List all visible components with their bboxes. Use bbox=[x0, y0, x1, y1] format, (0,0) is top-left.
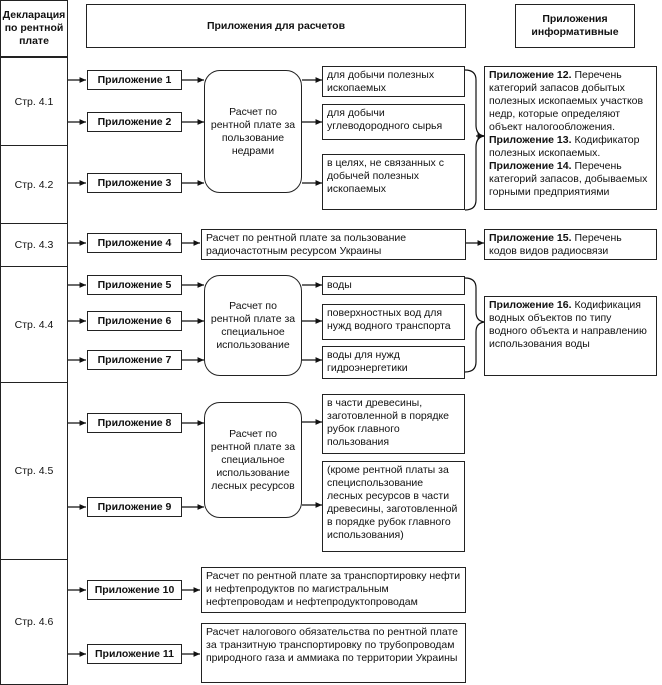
appendix-11 bbox=[87, 644, 182, 664]
info-appendix-12-text: Перечень категорий запасов добытых полезных ископаемых участков недр, которые определяют объект налогообложения. bbox=[489, 69, 644, 133]
info-appendix-16-title: Приложение 16. bbox=[489, 299, 572, 311]
info-appendix-14-text: Перечень категорий запасов, добываемых горными предприятиями bbox=[489, 160, 648, 198]
row-label-text: Стр. 4.5 bbox=[14, 465, 54, 477]
purpose-text: воды bbox=[327, 279, 352, 291]
info-appendix-13-title: Приложение 13. bbox=[489, 134, 572, 146]
row-label-text: Стр. 4.6 bbox=[14, 616, 54, 628]
calc-radio-text: Расчет по рентной плате за пользование радиочастотным ресурсом Украины bbox=[206, 232, 407, 257]
calc-gas-text: Расчет налогового обязательства по рентной плате за транзитную транспортировку по трубопроводам природного газа и аммиака по территории Украины bbox=[206, 626, 459, 664]
info-appendix-13 bbox=[489, 134, 652, 160]
info-appendix-14 bbox=[489, 160, 652, 199]
info-appendix-15-title: Приложение 15. bbox=[489, 232, 572, 244]
calc-forest-text: Расчет по рентной плате за специальное использование лесных ресурсов bbox=[210, 427, 296, 492]
calc-subsoil bbox=[204, 70, 302, 193]
header-declaration bbox=[0, 0, 68, 57]
purpose-hydro bbox=[322, 346, 465, 379]
header-info-text: Приложения информативные bbox=[531, 13, 619, 38]
appendix-3 bbox=[87, 173, 182, 193]
appendix-10 bbox=[87, 580, 182, 600]
header-calc-appendices bbox=[86, 4, 466, 48]
appendix-2 bbox=[87, 112, 182, 132]
header-declaration-text: Декларация по рентной плате bbox=[2, 9, 66, 47]
purpose-except bbox=[322, 461, 465, 552]
brace-group1 bbox=[465, 70, 486, 210]
brace-group3 bbox=[465, 278, 486, 372]
appendix-4 bbox=[87, 233, 182, 253]
row-label-4-4 bbox=[0, 266, 68, 383]
purpose-surface-water bbox=[322, 304, 465, 340]
appendix-label: Приложение 6 bbox=[97, 315, 172, 327]
row-label-4-1 bbox=[0, 57, 68, 146]
row-label-4-3 bbox=[0, 223, 68, 267]
purpose-minerals bbox=[322, 66, 465, 97]
info-appendix-14-title: Приложение 14. bbox=[489, 160, 572, 172]
info-appendix-16 bbox=[484, 296, 657, 376]
info-appendix-12-title: Приложение 12. bbox=[489, 69, 572, 81]
appendix-label: Приложение 10 bbox=[94, 584, 175, 596]
info-appendix-16-text: Кодификация водных объектов по типу водного объекта и направлению использования воды bbox=[489, 299, 647, 350]
purpose-non-mining bbox=[322, 154, 465, 210]
appendix-label: Приложение 7 bbox=[97, 354, 172, 366]
calc-pipeline bbox=[201, 567, 466, 613]
header-calc-text: Приложения для расчетов bbox=[206, 19, 346, 32]
row-label-4-2 bbox=[0, 145, 68, 224]
purpose-water bbox=[322, 276, 465, 295]
row-label-4-5 bbox=[0, 382, 68, 560]
appendix-label: Приложение 9 bbox=[97, 501, 172, 513]
appendix-label: Приложение 11 bbox=[94, 648, 175, 660]
appendix-label: Приложение 2 bbox=[97, 116, 172, 128]
calc-gas bbox=[201, 623, 466, 683]
appendix-5 bbox=[87, 275, 182, 295]
info-group-subsoil bbox=[484, 66, 657, 210]
appendix-1 bbox=[87, 70, 182, 90]
row-label-text: Стр. 4.4 bbox=[14, 318, 54, 331]
calc-forest bbox=[204, 402, 302, 518]
appendix-9 bbox=[87, 497, 182, 517]
purpose-text: в части древесины, заготовленной в порядке рубок главного пользования bbox=[327, 397, 450, 448]
appendix-label: Приложение 5 bbox=[97, 279, 172, 291]
calc-water bbox=[204, 275, 302, 376]
appendix-7 bbox=[87, 350, 182, 370]
appendix-label: Приложение 3 bbox=[97, 177, 172, 189]
info-appendix-12 bbox=[489, 69, 652, 134]
purpose-text: для добычи полезных ископаемых bbox=[327, 69, 435, 94]
purpose-text: в целях, не связанных с добычей полезных ископаемых bbox=[327, 157, 444, 195]
row-label-4-6 bbox=[0, 559, 68, 685]
row-label-text: Стр. 4.3 bbox=[14, 239, 54, 251]
row-label-text: Стр. 4.2 bbox=[14, 178, 54, 191]
calc-water-text: Расчет по рентной плате за специальное использование bbox=[210, 299, 296, 351]
info-appendix-13-text: Кодификатор полезных ископаемых. bbox=[489, 134, 640, 159]
appendix-label: Приложение 4 bbox=[97, 237, 172, 249]
info-appendix-15 bbox=[484, 229, 657, 260]
purpose-hydrocarbons bbox=[322, 104, 465, 140]
appendix-6 bbox=[87, 311, 182, 331]
appendix-label: Приложение 1 bbox=[97, 74, 172, 86]
appendix-label: Приложение 8 bbox=[97, 417, 172, 429]
info-appendix-15-text: Перечень кодов видов радиосвязи bbox=[489, 232, 622, 257]
purpose-text: для добычи углеводородного сырья bbox=[327, 107, 443, 132]
purpose-wood bbox=[322, 394, 465, 454]
calc-radio bbox=[201, 229, 466, 260]
calc-pipeline-text: Расчет по рентной плате за транспортировку нефти и нефтепродуктов по магистральным нефтепроводам и нефтепродуктопроводам bbox=[206, 570, 461, 608]
purpose-text: воды для нужд гидроэнергетики bbox=[327, 349, 408, 374]
row-label-text: Стр. 4.1 bbox=[14, 95, 54, 108]
calc-subsoil-text: Расчет по рентной плате за пользование недрами bbox=[210, 105, 296, 157]
purpose-text: поверхностных вод для нужд водного транспорта bbox=[327, 307, 451, 332]
purpose-text: (кроме рентной платы за специспользование лесных ресурсов в части древесины, заготовленной в порядке рубок главного использования) bbox=[327, 464, 458, 541]
appendix-8 bbox=[87, 413, 182, 433]
header-info-appendices bbox=[515, 4, 635, 48]
